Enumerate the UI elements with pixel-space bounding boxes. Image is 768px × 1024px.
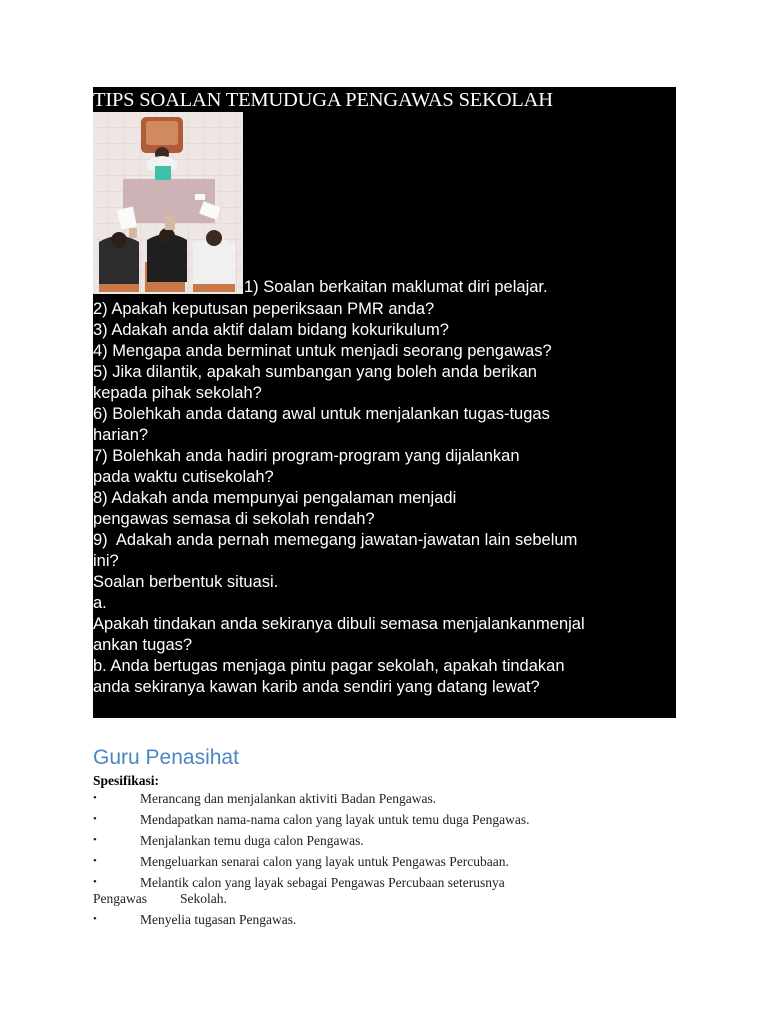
question-line: kepada pihak sekolah? <box>93 384 262 402</box>
question-line: 2) Apakah keputusan peperiksaan PMR anda? <box>93 300 435 318</box>
list-item-text: Menjalankan temu duga calon Pengawas. <box>140 833 364 848</box>
question-line: a. <box>93 594 107 612</box>
interview-photo <box>93 112 243 294</box>
question-line: b. Anda bertugas menjaga pintu pagar sekolah, apakah tindakan <box>93 657 565 675</box>
question-line: pada waktu cutisekolah? <box>93 468 274 486</box>
question-line: ankan tugas? <box>93 636 193 654</box>
bullet-icon: • <box>93 792 97 804</box>
continuation-word: Sekolah. <box>180 891 227 906</box>
list-item <box>93 909 653 930</box>
list-item-text: Menyelia tugasan Pengawas. <box>140 912 297 927</box>
question-line: 7) Bolehkah anda hadiri program-program yang dijalankan <box>93 447 520 465</box>
question-line: pengawas semasa di sekolah rendah? <box>93 510 375 528</box>
bullet-icon: • <box>93 876 97 888</box>
page-title: TIPS SOALAN TEMUDUGA PENGAWAS SEKOLAH <box>93 89 553 111</box>
bullet-icon: • <box>93 855 97 867</box>
question-line: 8) Adakah anda mempunyai pengalaman menjadi <box>93 489 457 507</box>
question-list <box>93 299 676 698</box>
bullet-icon: • <box>93 813 97 825</box>
list-item <box>93 788 653 809</box>
list-item-text: Merancang dan menjalankan aktiviti Badan Pengawas. <box>140 791 437 806</box>
list-item <box>93 851 653 872</box>
list-item-continuation <box>93 888 227 909</box>
question-1: 1) Soalan berkaitan maklumat diri pelajar. <box>244 278 548 296</box>
question-line: harian? <box>93 426 149 444</box>
spec-list <box>93 788 653 930</box>
question-line: ini? <box>93 552 119 570</box>
list-item <box>93 830 653 851</box>
question-line: Apakah tindakan anda sekiranya dibuli semasa menjalankanmenjal <box>93 615 585 633</box>
interview-illustration <box>93 112 243 294</box>
question-line: anda sekiranya kawan karib anda sendiri yang datang lewat? <box>93 678 540 696</box>
question-line: 5) Jika dilantik, apakah sumbangan yang boleh anda berikan <box>93 363 537 381</box>
question-line: 9) Adakah anda pernah memegang jawatan-jawatan lain sebelum <box>93 531 578 549</box>
question-line: 6) Bolehkah anda datang awal untuk menjalankan tugas-tugas <box>93 405 550 423</box>
bullet-icon: • <box>93 834 97 846</box>
list-item-text: Melantik calon yang layak sebagai Pengawas Percubaan seterusnya <box>140 875 505 890</box>
list-item <box>93 872 653 909</box>
list-item <box>93 809 653 830</box>
blank-line: Soalan berbentuk situasi. <box>93 573 279 591</box>
question-line: 4) Mengapa anda berminat untuk menjadi seorang pengawas? <box>93 342 552 360</box>
spec-label: Spesifikasi: <box>93 773 160 788</box>
list-item-text: Mendapatkan nama-nama calon yang layak untuk temu duga Pengawas. <box>140 812 530 827</box>
question-line: 3) Adakah anda aktif dalam bidang kokurikulum? <box>93 321 449 339</box>
continuation-word: Pengawas <box>93 891 147 906</box>
section-heading: Guru Penasihat <box>93 746 239 769</box>
bullet-icon: • <box>93 913 97 925</box>
list-item-text: Mengeluarkan senarai calon yang layak untuk Pengawas Percubaan. <box>140 854 509 869</box>
tips-block <box>93 87 676 718</box>
